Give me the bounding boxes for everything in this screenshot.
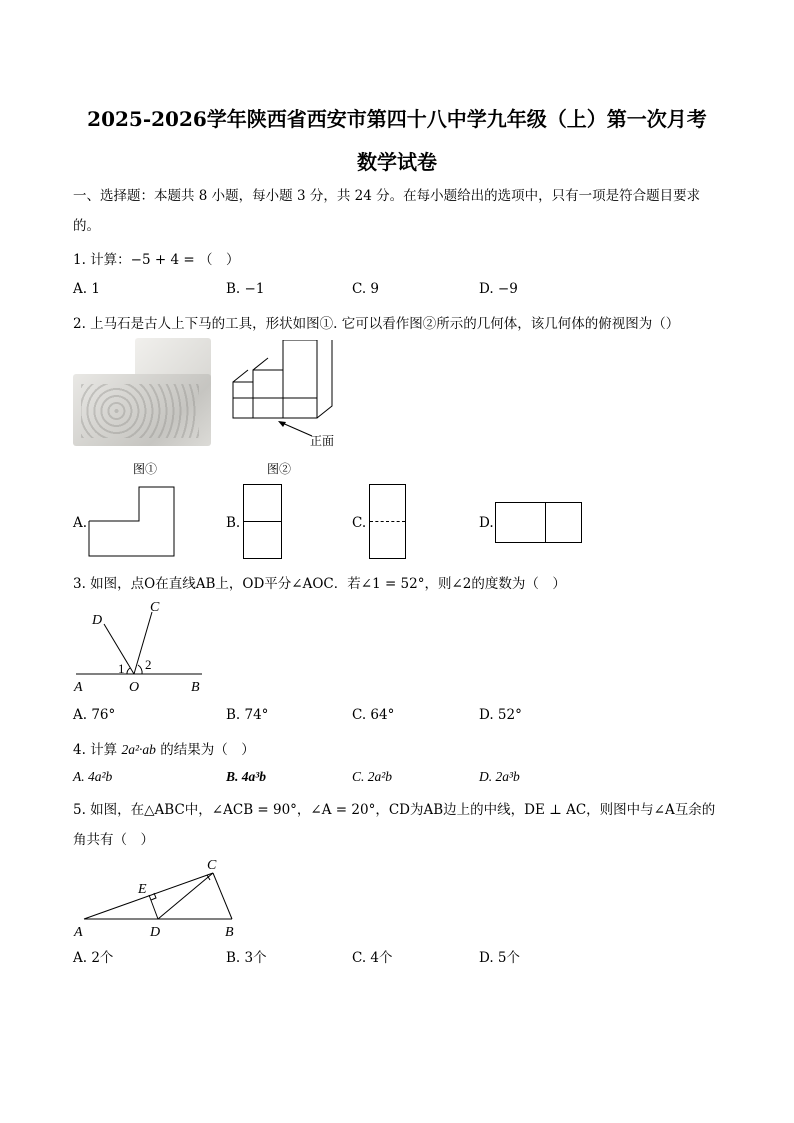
q5-label-e: E [138,882,147,897]
q2-stem: 2. 上马石是古人上下马的工具，形状如图①. 它可以看作图②所示的几何体，该几何体的俯视图为（） [73,316,680,332]
q5-label-a: A [74,925,83,939]
q2-option-a-figure [88,486,176,558]
q1-option-b: B. −1 [226,281,265,297]
q2-option-c: C. [352,515,367,531]
q3-option-b: B. 74° [226,707,269,723]
q3-label-c: C [150,600,160,615]
q5-option-c: C. 4个 [352,950,393,966]
q1-option-a: A. 1 [73,281,100,297]
q5-label-d: D [150,925,161,939]
q2-option-d: D. [479,515,494,531]
q3-label-a: A [74,680,83,694]
q5-label-b: B [225,925,234,939]
q4-option-c: C. 2a²b [352,769,393,784]
q2-option-a: A. [73,515,88,531]
figure2-caption: 图② [267,462,292,476]
q2-option-d-figure [495,502,582,543]
q3-option-c: C. 64° [352,707,395,723]
q3-label-d: D [92,613,103,628]
q2-option-b: B. [226,515,241,531]
q4-stem-expression: 2a²·ab [121,742,156,757]
q1-option-c: C. 9 [352,281,380,297]
q4-stem-suffix: 的结果为（ ） [155,742,255,758]
q3-figure [70,598,210,694]
q4-option-d: D. 2a³b [479,769,520,784]
q5-option-b: B. 3个 [226,950,267,966]
exam-title: 2025-2026学年陕西省西安市第四十八中学九年级（上）第一次月考 [87,107,707,131]
q5-option-d: D. 5个 [479,950,521,966]
q4-option-b: B. 4a³b [226,769,267,784]
q4-stem-prefix: 4. 计算 [73,742,122,758]
q4-option-a: A. 4a²b [73,769,113,784]
q3-stem: 3. 如图，点O在直线AB上，OD平分∠AOC．若∠1 = 52°，则∠2的度数为（ ） [73,576,566,592]
front-arrow [276,418,316,440]
q2-option-c-figure [369,484,406,559]
q4-stem [73,738,255,758]
mounting-stone-photo [73,338,213,448]
q3-angle-1: 1 [118,661,125,676]
exam-subtitle: 数学试卷 [357,150,437,174]
q5-option-a: A. 2个 [73,950,114,966]
front-label: 正面 [310,434,335,448]
q3-label-o: O [129,680,140,694]
q5-label-c: C [207,858,217,873]
figure1-caption: 图① [133,462,158,476]
q3-label-b: B [191,680,200,694]
q3-angle-2: 2 [145,657,152,672]
q1-option-d: D. −9 [479,281,518,297]
q2-option-b-figure [243,484,282,559]
q3-option-a: A. 76° [73,707,116,723]
section-header: 一、选择题：本题共 8 小题，每小题 3 分，共 24 分。在每小题给出的选项中，只有一项是符合题目要求的。 [73,188,701,234]
q5-stem: 5. 如图，在△ABC中，∠ACB = 90°，∠A = 20°，CD为AB边上的中线，DE ⊥ AC，则图中与∠A互余的角共有（ ） [73,802,716,848]
q3-option-d: D. 52° [479,707,522,723]
q1-stem: 1. 计算：−5 + 4 = （ ） [73,252,240,268]
q5-figure [70,853,240,939]
